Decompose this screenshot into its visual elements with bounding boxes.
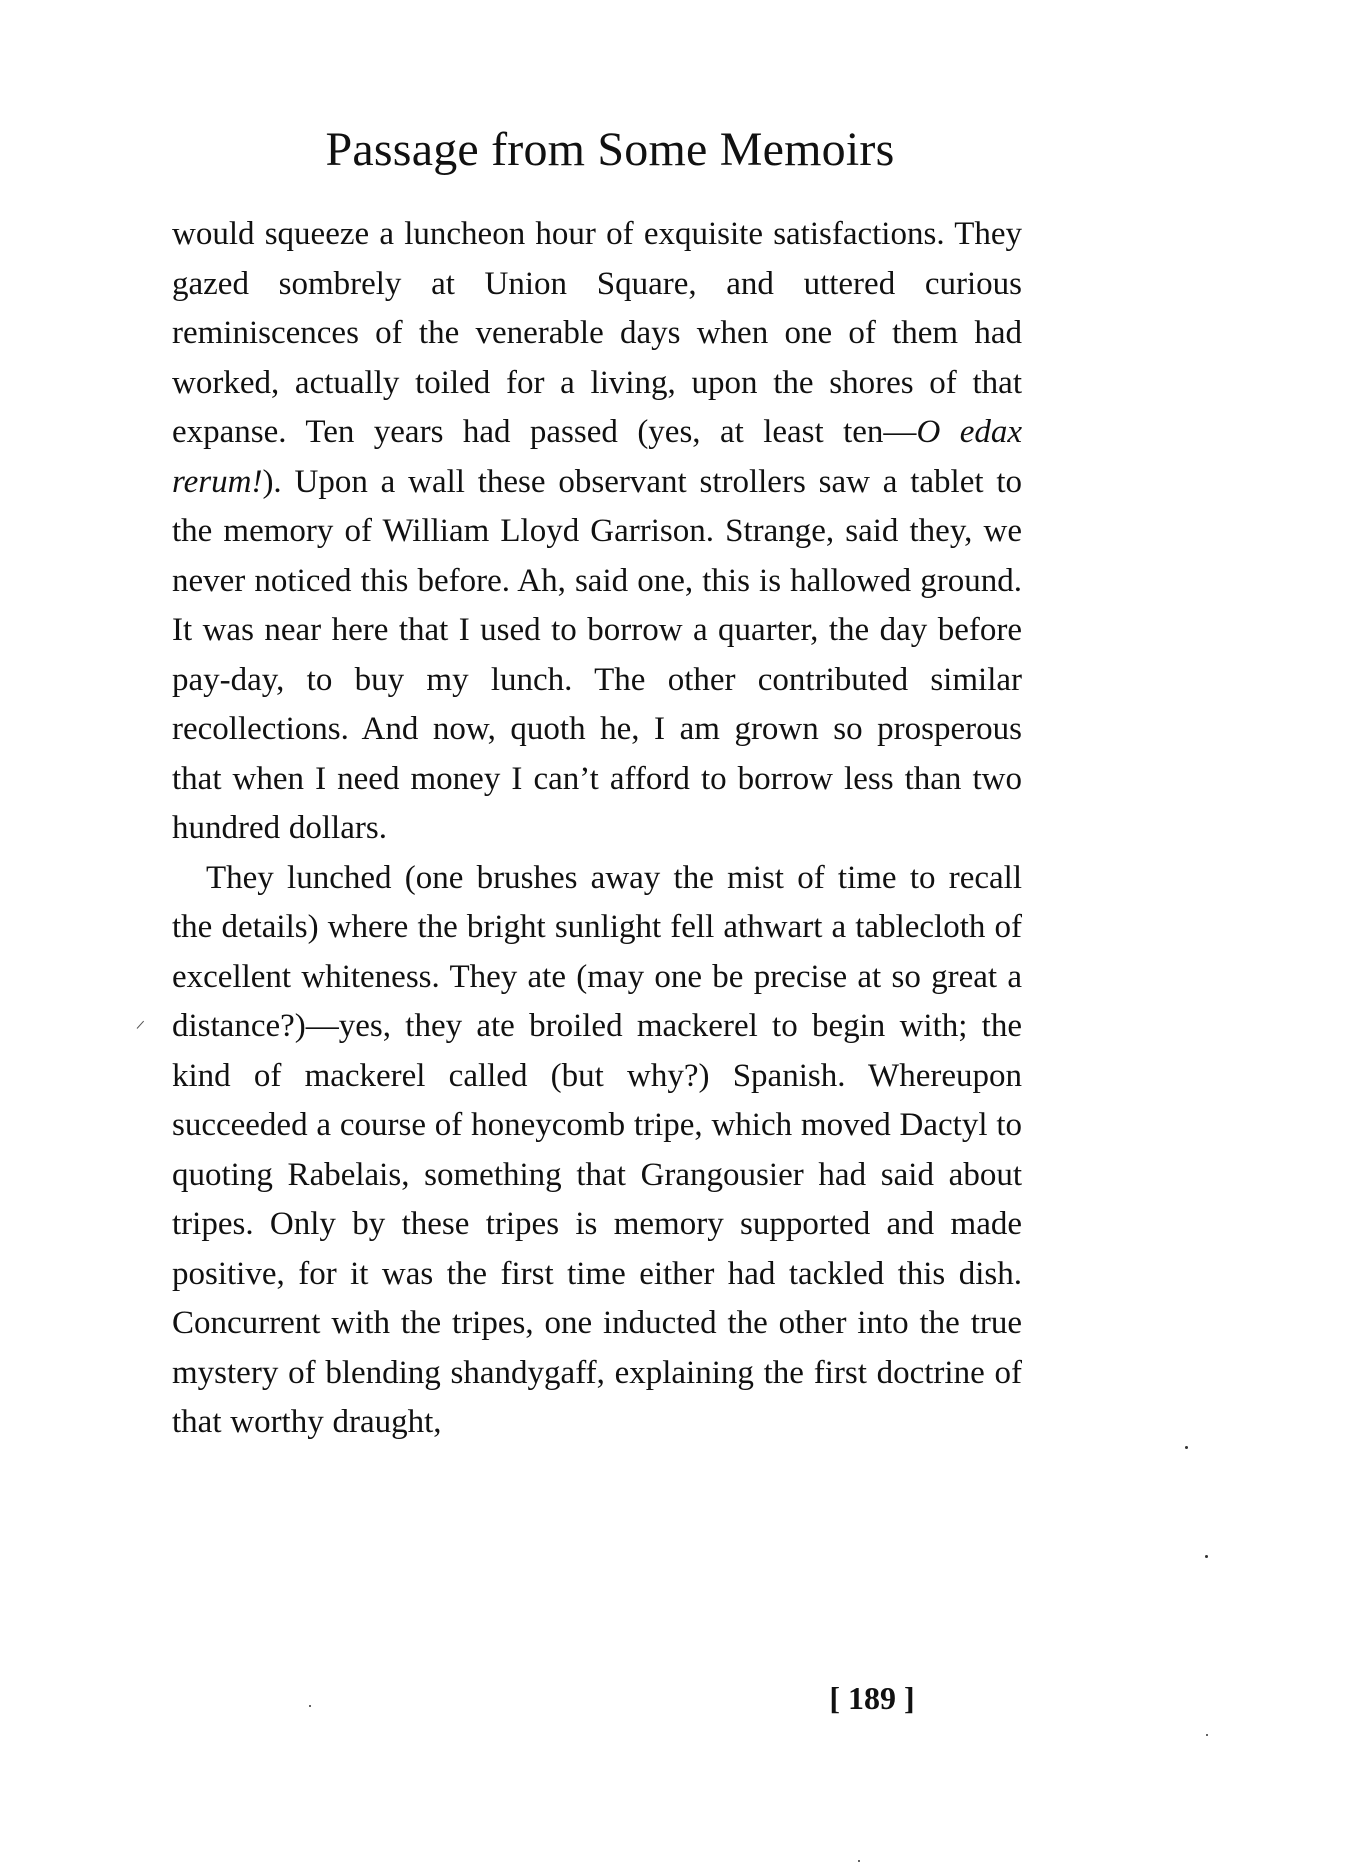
paragraph [172, 210, 1022, 854]
scan-speck [1185, 1446, 1188, 1449]
page-number: [ 189 ] [829, 1680, 915, 1716]
running-title: Passage from Some Memoirs [325, 123, 895, 176]
body-text [172, 210, 1022, 1448]
scan-speck [1205, 1555, 1208, 1558]
paragraph-text-after-italic: ). Upon a wall these observant strollers saw a tablet to the memory of William Lloyd Garrison. Strange, said they, we never noticed this before. Ah, said one, this is hallowed ground. It was near here that I used to borrow a quarter, the day before pay-day, to buy my lunch. The other contributed similar recollections. And now, quoth he, I am grown so prosperous that when I need money I can’t afford to borrow less than two hundred dollars. [172, 463, 1022, 846]
margin-mark [137, 1021, 144, 1029]
latin-italic-phrase: O edax rerum! [172, 414, 1022, 500]
paragraph: They lunched (one brushes away the mist of time to recall the details) where the bright sunlight fell athwart a tablecloth of excellent whiteness. They ate (may one be precise at so great a distance?)—yes, they ate broiled mackerel to begin with; the kind of mackerel called (but why?) Spanish. Whereupon succeeded a course of honeycomb tripe, which moved Dactyl to quoting Rabelais, something that Grangousier had said about tripes. Only by these tripes is memory supported and made positive, for it was the first time either had tackled this dish. Concurrent with the tripes, one inducted the other into the true mystery of blending shandygaff, explaining the first doctrine of that worthy draught, [172, 859, 1022, 1440]
scan-speck [309, 1705, 311, 1707]
scan-speck [858, 1860, 860, 1862]
paragraph-text-before-italic: would squeeze a luncheon hour of exquisite satisfactions. They gazed sombrely at Union Square, and uttered curious reminiscences of the venerable days when one of them had worked, actually toiled for a living, upon the shores of that expanse. Ten years had passed (yes, at least ten— [172, 216, 1022, 450]
scan-speck [1206, 1734, 1208, 1736]
